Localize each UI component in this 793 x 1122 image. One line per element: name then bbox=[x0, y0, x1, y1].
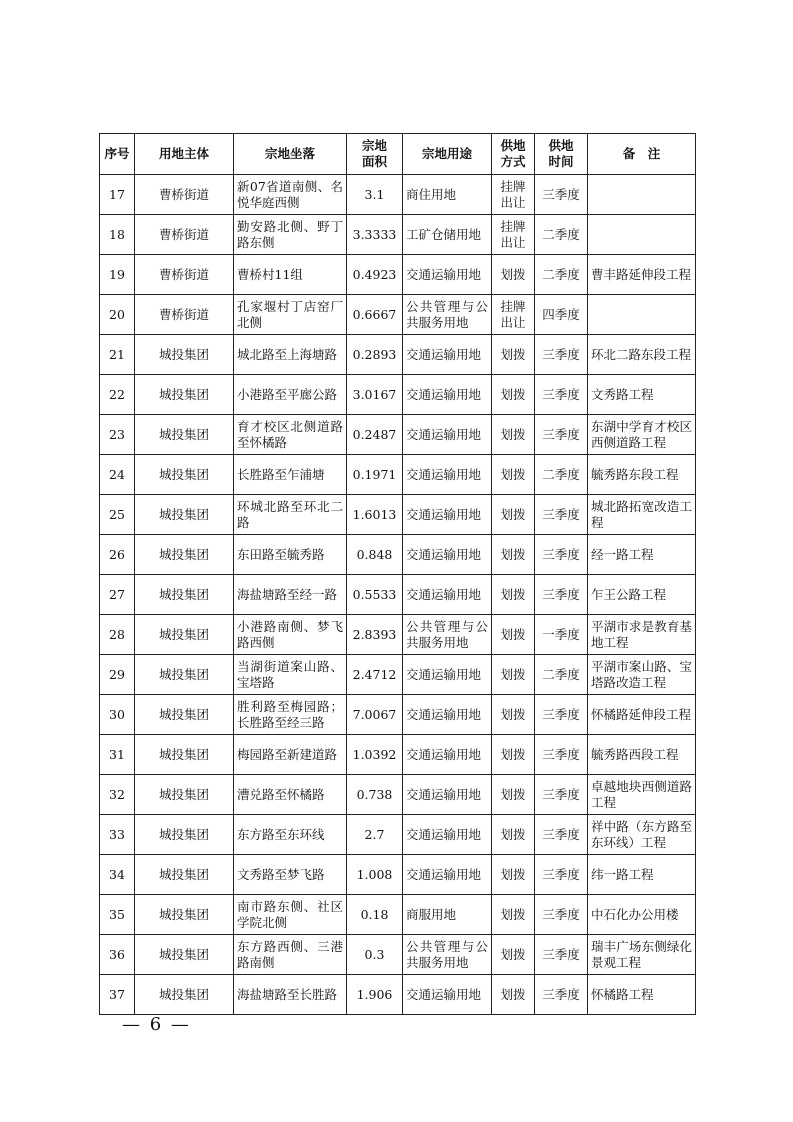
table-row bbox=[100, 415, 696, 455]
table-row bbox=[100, 815, 696, 855]
cell-serial-number: 17 bbox=[100, 175, 135, 215]
table-row bbox=[100, 455, 696, 495]
cell-supply-time: 三季度 bbox=[535, 895, 588, 935]
cell-remarks: 文秀路工程 bbox=[588, 375, 696, 415]
cell-remarks: 纬一路工程 bbox=[588, 855, 696, 895]
cell-parcel-location: 东田路至毓秀路 bbox=[234, 535, 347, 575]
cell-parcel-location: 勤安路北侧、野丁路东侧 bbox=[234, 215, 347, 255]
cell-supply-method: 划拨 bbox=[492, 855, 535, 895]
cell-land-user: 城投集团 bbox=[135, 535, 234, 575]
cell-supply-time: 三季度 bbox=[535, 695, 588, 735]
cell-remarks: 东湖中学育才校区西侧道路工程 bbox=[588, 415, 696, 455]
cell-parcel-location: 孔家堰村丁店窑厂北侧 bbox=[234, 295, 347, 335]
cell-supply-method: 划拨 bbox=[492, 335, 535, 375]
cell-serial-number: 18 bbox=[100, 215, 135, 255]
header-serial-number: 序号 bbox=[100, 134, 135, 175]
cell-parcel-area: 0.3 bbox=[347, 935, 403, 975]
header-land-user: 用地主体 bbox=[135, 134, 234, 175]
header-parcel-use: 宗地用途 bbox=[403, 134, 492, 175]
cell-serial-number: 19 bbox=[100, 255, 135, 295]
cell-remarks bbox=[588, 215, 696, 255]
table-body bbox=[100, 175, 696, 1015]
cell-serial-number: 35 bbox=[100, 895, 135, 935]
cell-parcel-area: 1.0392 bbox=[347, 735, 403, 775]
cell-land-user: 城投集团 bbox=[135, 335, 234, 375]
cell-parcel-location: 新07省道南侧、名悦华庭西侧 bbox=[234, 175, 347, 215]
cell-parcel-area: 0.5533 bbox=[347, 575, 403, 615]
cell-serial-number: 31 bbox=[100, 735, 135, 775]
cell-supply-time: 二季度 bbox=[535, 255, 588, 295]
cell-parcel-use: 交通运输用地 bbox=[403, 815, 492, 855]
cell-parcel-area: 0.18 bbox=[347, 895, 403, 935]
cell-remarks: 毓秀路东段工程 bbox=[588, 455, 696, 495]
cell-land-user: 曹桥街道 bbox=[135, 255, 234, 295]
cell-parcel-location: 南市路东侧、社区学院北侧 bbox=[234, 895, 347, 935]
cell-supply-method: 挂牌出让 bbox=[492, 295, 535, 335]
cell-supply-time: 三季度 bbox=[535, 735, 588, 775]
cell-parcel-use: 交通运输用地 bbox=[403, 575, 492, 615]
cell-parcel-location: 海盐塘路至经一路 bbox=[234, 575, 347, 615]
cell-parcel-area: 0.2893 bbox=[347, 335, 403, 375]
cell-remarks bbox=[588, 295, 696, 335]
cell-supply-time: 四季度 bbox=[535, 295, 588, 335]
cell-land-user: 城投集团 bbox=[135, 575, 234, 615]
cell-supply-method: 划拨 bbox=[492, 695, 535, 735]
table-row bbox=[100, 775, 696, 815]
cell-parcel-use: 交通运输用地 bbox=[403, 495, 492, 535]
cell-supply-time: 三季度 bbox=[535, 855, 588, 895]
cell-serial-number: 36 bbox=[100, 935, 135, 975]
cell-parcel-use: 交通运输用地 bbox=[403, 375, 492, 415]
table-row bbox=[100, 855, 696, 895]
cell-supply-method: 划拨 bbox=[492, 255, 535, 295]
table-row bbox=[100, 575, 696, 615]
cell-supply-method: 划拨 bbox=[492, 935, 535, 975]
cell-serial-number: 37 bbox=[100, 975, 135, 1015]
cell-parcel-location: 小港路南侧、梦飞路西侧 bbox=[234, 615, 347, 655]
cell-land-user: 曹桥街道 bbox=[135, 295, 234, 335]
cell-supply-time: 一季度 bbox=[535, 615, 588, 655]
cell-parcel-location: 海盐塘路至长胜路 bbox=[234, 975, 347, 1015]
cell-supply-method: 划拨 bbox=[492, 735, 535, 775]
cell-supply-method: 划拨 bbox=[492, 775, 535, 815]
cell-supply-method: 划拨 bbox=[492, 575, 535, 615]
cell-supply-time: 三季度 bbox=[535, 935, 588, 975]
cell-parcel-use: 交通运输用地 bbox=[403, 855, 492, 895]
cell-supply-method: 划拨 bbox=[492, 375, 535, 415]
cell-parcel-area: 1.6013 bbox=[347, 495, 403, 535]
cell-serial-number: 22 bbox=[100, 375, 135, 415]
cell-land-user: 曹桥街道 bbox=[135, 215, 234, 255]
table-row bbox=[100, 935, 696, 975]
cell-serial-number: 24 bbox=[100, 455, 135, 495]
cell-supply-time: 三季度 bbox=[535, 175, 588, 215]
cell-supply-method: 划拨 bbox=[492, 655, 535, 695]
cell-parcel-location: 胜利路至梅园路；长胜路至经三路 bbox=[234, 695, 347, 735]
cell-remarks: 中石化办公用楼 bbox=[588, 895, 696, 935]
cell-parcel-location: 长胜路至乍浦塘 bbox=[234, 455, 347, 495]
cell-parcel-area: 0.848 bbox=[347, 535, 403, 575]
cell-parcel-area: 3.1 bbox=[347, 175, 403, 215]
cell-supply-time: 三季度 bbox=[535, 535, 588, 575]
cell-parcel-location: 曹桥村11组 bbox=[234, 255, 347, 295]
cell-remarks: 毓秀路西段工程 bbox=[588, 735, 696, 775]
cell-supply-method: 划拨 bbox=[492, 815, 535, 855]
cell-land-user: 城投集团 bbox=[135, 775, 234, 815]
cell-land-user: 曹桥街道 bbox=[135, 175, 234, 215]
cell-remarks: 瑞丰广场东侧绿化景观工程 bbox=[588, 935, 696, 975]
cell-land-user: 城投集团 bbox=[135, 975, 234, 1015]
table-row bbox=[100, 895, 696, 935]
table-row bbox=[100, 695, 696, 735]
cell-parcel-use: 交通运输用地 bbox=[403, 655, 492, 695]
cell-remarks: 平湖市案山路、宝塔路改造工程 bbox=[588, 655, 696, 695]
cell-serial-number: 20 bbox=[100, 295, 135, 335]
header-supply-time: 供地 时间 bbox=[535, 134, 588, 175]
cell-parcel-location: 东方路西侧、三港路南侧 bbox=[234, 935, 347, 975]
cell-remarks: 怀橘路工程 bbox=[588, 975, 696, 1015]
cell-parcel-location: 漕兑路至怀橘路 bbox=[234, 775, 347, 815]
cell-parcel-use: 工矿仓储用地 bbox=[403, 215, 492, 255]
header-parcel-area: 宗地 面积 bbox=[347, 134, 403, 175]
cell-supply-method: 挂牌出让 bbox=[492, 175, 535, 215]
cell-serial-number: 29 bbox=[100, 655, 135, 695]
cell-land-user: 城投集团 bbox=[135, 415, 234, 455]
cell-supply-method: 划拨 bbox=[492, 415, 535, 455]
cell-parcel-location: 城北路至上海塘路 bbox=[234, 335, 347, 375]
cell-land-user: 城投集团 bbox=[135, 495, 234, 535]
table-row bbox=[100, 375, 696, 415]
cell-parcel-location: 小港路至平廊公路 bbox=[234, 375, 347, 415]
table-row bbox=[100, 655, 696, 695]
cell-parcel-use: 商服用地 bbox=[403, 895, 492, 935]
header-supply-method: 供地 方式 bbox=[492, 134, 535, 175]
page-number: — 6 — bbox=[122, 1014, 191, 1035]
cell-remarks: 经一路工程 bbox=[588, 535, 696, 575]
table-row bbox=[100, 335, 696, 375]
cell-supply-method: 划拨 bbox=[492, 975, 535, 1015]
cell-parcel-area: 2.7 bbox=[347, 815, 403, 855]
cell-serial-number: 23 bbox=[100, 415, 135, 455]
cell-parcel-area: 7.0067 bbox=[347, 695, 403, 735]
cell-supply-method: 划拨 bbox=[492, 495, 535, 535]
cell-parcel-use: 交通运输用地 bbox=[403, 695, 492, 735]
cell-serial-number: 28 bbox=[100, 615, 135, 655]
cell-serial-number: 30 bbox=[100, 695, 135, 735]
cell-parcel-use: 交通运输用地 bbox=[403, 975, 492, 1015]
cell-land-user: 城投集团 bbox=[135, 735, 234, 775]
cell-parcel-area: 2.4712 bbox=[347, 655, 403, 695]
header-parcel-location: 宗地坐落 bbox=[234, 134, 347, 175]
table-row bbox=[100, 255, 696, 295]
cell-land-user: 城投集团 bbox=[135, 655, 234, 695]
table-row bbox=[100, 535, 696, 575]
cell-supply-method: 划拨 bbox=[492, 895, 535, 935]
cell-supply-time: 三季度 bbox=[535, 495, 588, 535]
cell-remarks: 环北二路东段工程 bbox=[588, 335, 696, 375]
cell-parcel-use: 交通运输用地 bbox=[403, 415, 492, 455]
cell-parcel-use: 交通运输用地 bbox=[403, 735, 492, 775]
cell-parcel-area: 0.2487 bbox=[347, 415, 403, 455]
cell-parcel-use: 公共管理与公共服务用地 bbox=[403, 615, 492, 655]
cell-supply-method: 挂牌出让 bbox=[492, 215, 535, 255]
table-row bbox=[100, 295, 696, 335]
cell-parcel-use: 公共管理与公共服务用地 bbox=[403, 935, 492, 975]
cell-serial-number: 27 bbox=[100, 575, 135, 615]
table-row bbox=[100, 975, 696, 1015]
cell-supply-time: 三季度 bbox=[535, 375, 588, 415]
cell-parcel-location: 育才校区北侧道路至怀橘路 bbox=[234, 415, 347, 455]
cell-land-user: 城投集团 bbox=[135, 855, 234, 895]
cell-supply-time: 三季度 bbox=[535, 415, 588, 455]
cell-remarks: 城北路拓宽改造工程 bbox=[588, 495, 696, 535]
cell-remarks: 曹丰路延伸段工程 bbox=[588, 255, 696, 295]
cell-land-user: 城投集团 bbox=[135, 815, 234, 855]
cell-parcel-area: 0.4923 bbox=[347, 255, 403, 295]
cell-serial-number: 21 bbox=[100, 335, 135, 375]
cell-land-user: 城投集团 bbox=[135, 895, 234, 935]
cell-parcel-use: 交通运输用地 bbox=[403, 255, 492, 295]
table-header-row bbox=[100, 134, 696, 175]
table-row bbox=[100, 215, 696, 255]
cell-parcel-area: 3.3333 bbox=[347, 215, 403, 255]
cell-parcel-area: 1.906 bbox=[347, 975, 403, 1015]
cell-land-user: 城投集团 bbox=[135, 935, 234, 975]
cell-parcel-location: 东方路至东环线 bbox=[234, 815, 347, 855]
cell-parcel-area: 2.8393 bbox=[347, 615, 403, 655]
cell-supply-time: 二季度 bbox=[535, 655, 588, 695]
cell-remarks: 平湖市求是教育基地工程 bbox=[588, 615, 696, 655]
cell-parcel-area: 3.0167 bbox=[347, 375, 403, 415]
header-remarks: 备 注 bbox=[588, 134, 696, 175]
cell-parcel-location: 环城北路至环北二路 bbox=[234, 495, 347, 535]
cell-remarks: 乍王公路工程 bbox=[588, 575, 696, 615]
cell-parcel-location: 文秀路至梦飞路 bbox=[234, 855, 347, 895]
cell-parcel-area: 0.1971 bbox=[347, 455, 403, 495]
cell-remarks: 卓越地块西侧道路工程 bbox=[588, 775, 696, 815]
cell-remarks: 祥中路（东方路至东环线）工程 bbox=[588, 815, 696, 855]
cell-parcel-area: 1.008 bbox=[347, 855, 403, 895]
cell-supply-method: 划拨 bbox=[492, 455, 535, 495]
cell-supply-method: 划拨 bbox=[492, 615, 535, 655]
cell-parcel-area: 0.6667 bbox=[347, 295, 403, 335]
cell-land-user: 城投集团 bbox=[135, 455, 234, 495]
cell-supply-time: 三季度 bbox=[535, 815, 588, 855]
cell-remarks: 怀橘路延伸段工程 bbox=[588, 695, 696, 735]
cell-serial-number: 34 bbox=[100, 855, 135, 895]
table-row bbox=[100, 615, 696, 655]
table-row bbox=[100, 735, 696, 775]
cell-serial-number: 32 bbox=[100, 775, 135, 815]
land-supply-table bbox=[99, 133, 696, 1015]
cell-parcel-location: 梅园路至新建道路 bbox=[234, 735, 347, 775]
cell-parcel-use: 公共管理与公共服务用地 bbox=[403, 295, 492, 335]
cell-parcel-use: 交通运输用地 bbox=[403, 535, 492, 575]
cell-parcel-use: 商住用地 bbox=[403, 175, 492, 215]
cell-serial-number: 26 bbox=[100, 535, 135, 575]
cell-supply-time: 三季度 bbox=[535, 335, 588, 375]
cell-parcel-area: 0.738 bbox=[347, 775, 403, 815]
cell-remarks bbox=[588, 175, 696, 215]
table-row bbox=[100, 175, 696, 215]
cell-land-user: 城投集团 bbox=[135, 375, 234, 415]
cell-supply-time: 二季度 bbox=[535, 215, 588, 255]
cell-parcel-use: 交通运输用地 bbox=[403, 455, 492, 495]
cell-parcel-use: 交通运输用地 bbox=[403, 775, 492, 815]
cell-supply-time: 二季度 bbox=[535, 455, 588, 495]
cell-land-user: 城投集团 bbox=[135, 695, 234, 735]
cell-supply-method: 划拨 bbox=[492, 535, 535, 575]
cell-serial-number: 33 bbox=[100, 815, 135, 855]
cell-supply-time: 三季度 bbox=[535, 575, 588, 615]
cell-supply-time: 三季度 bbox=[535, 975, 588, 1015]
cell-parcel-location: 当湖街道案山路、宝塔路 bbox=[234, 655, 347, 695]
cell-parcel-use: 交通运输用地 bbox=[403, 335, 492, 375]
cell-land-user: 城投集团 bbox=[135, 615, 234, 655]
cell-supply-time: 三季度 bbox=[535, 775, 588, 815]
table-row bbox=[100, 495, 696, 535]
cell-serial-number: 25 bbox=[100, 495, 135, 535]
